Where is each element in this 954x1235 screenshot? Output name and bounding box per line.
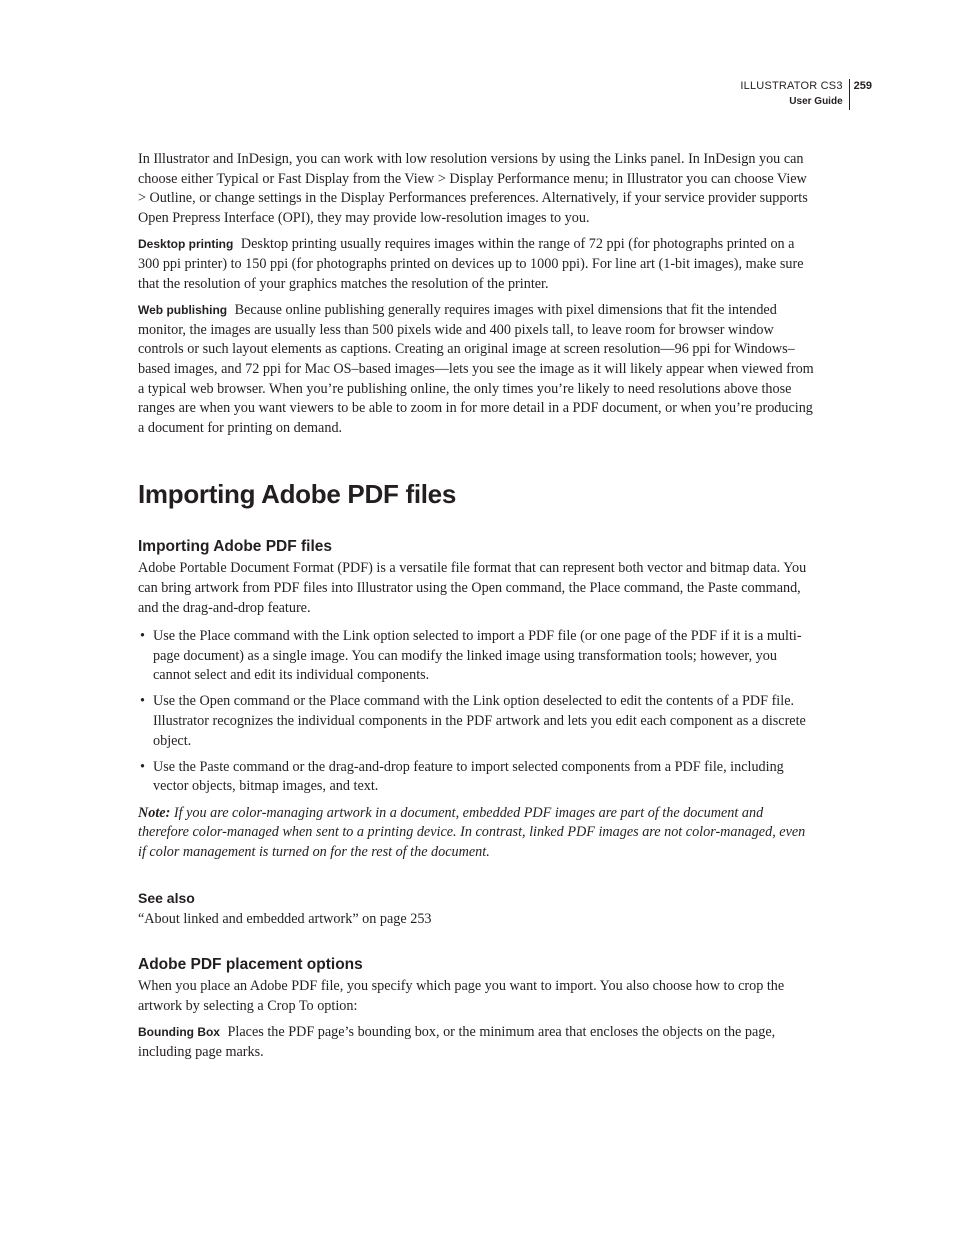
definition-text: Places the PDF page’s bounding box, or the minimum area that encloses the objects on the page, including page marks.: [138, 1024, 776, 1060]
list-item: [138, 627, 816, 686]
section-body-placement-options: When you place an Adobe PDF file, you specify which page you want to import. You also choose how to crop the artwork by selecting a Crop To option:: [138, 978, 785, 1014]
header-guide: User Guide: [789, 96, 843, 107]
section-heading-importing: Importing Adobe PDF files: [138, 538, 333, 556]
list-item-text: Use the Open command or the Place command with the Link option deselected to edit the contents of a PDF file. Illustrator recognizes the individual components in the PDF artwork and lets you edit each component as a discrete object.: [153, 693, 806, 749]
note-text: If you are color-managing artwork in a document, embedded PDF images are part of the document and therefore color-managed when sent to a printing device. In contrast, linked PDF images are not color-managed, even if color management is turned on for the rest of the document.: [138, 804, 806, 861]
header-product: ILLUSTRATOR CS3: [740, 80, 843, 92]
page-body: [138, 150, 816, 1063]
list-item: [138, 758, 816, 797]
list-item-text: Use the Paste command or the drag-and-drop feature to import selected components from a PDF file, including vector objects, bitmap images, and text.: [153, 758, 784, 795]
note-label: Note:: [138, 804, 171, 821]
definition-term: Desktop printing: [138, 237, 234, 252]
bullet-list: [138, 627, 816, 797]
definition-desktop-printing: [138, 235, 816, 294]
note-paragraph: [138, 804, 816, 863]
definition-bounding-box: [138, 1023, 816, 1062]
bullet-marker: •: [140, 628, 145, 645]
definition-web-publishing: [138, 301, 816, 438]
bullet-marker: •: [140, 758, 145, 775]
running-header: [740, 79, 872, 110]
list-item-text: Use the Place command with the Link option selected to import a PDF file (or one page of the PDF if it is a multi-page document) as a single image. You can modify the linked image using transformation tools; however, you cannot select and edit its individual components.: [153, 628, 802, 684]
definition-term: Web publishing: [138, 303, 228, 318]
definition-term: Bounding Box: [138, 1025, 220, 1040]
list-item: [138, 692, 816, 751]
definition-text: Because online publishing generally requires images with pixel dimensions that fit the intended monitor, the images are usually less than 500 pixels wide and 400 pixels tall, to leave room for browser window controls or such layout elements as captions. Creating an original image at screen resolution—96 ppi for Windows–based images, and 72 ppi for Mac OS–based images—lets you see the image as it will likely appear when viewed from a typical web browser. When you’re publishing online, the only times you’re likely to need resolutions above those ranges are when you want viewers to be able to zoom in for more detail in a PDF document, or when you’re producing a document for printing on demand.: [138, 302, 814, 436]
page-number: 259: [853, 80, 872, 92]
chapter-title: Importing Adobe PDF files: [138, 479, 456, 510]
see-also-heading: See also: [138, 889, 195, 906]
section-heading-placement-options: Adobe PDF placement options: [138, 956, 363, 974]
header-title-block: [740, 79, 849, 110]
bullet-marker: •: [140, 693, 145, 710]
see-also-link[interactable]: “About linked and embedded artwork” on page 253: [138, 910, 432, 927]
section-body-importing: Adobe Portable Document Format (PDF) is a versatile file format that can represent both vector and bitmap data. You can bring artwork from PDF files into Illustrator using the Open command, the Place command, the Paste command, and the drag-and-drop feature.: [138, 560, 807, 616]
definition-text: Desktop printing usually requires images within the range of 72 ppi (for photographs printed on a 300 ppi printer) to 150 ppi (for photographs printed on devices up to 1000 ppi). For line art (1-bit images), make sure that the resolution of your graphics matches the resolution of the printer.: [138, 236, 804, 292]
intro-paragraph: In Illustrator and InDesign, you can work with low resolution versions by using the Links panel. In InDesign you can choose either Typical or Fast Display from the View > Display Performance menu; in Illustrator you can choose View > Outline, or change settings in the Display Performances preferences. Alternatively, if your service provider supports Open Prepress Interface (OPI), they may provide low-resolution images to you.: [138, 151, 808, 226]
